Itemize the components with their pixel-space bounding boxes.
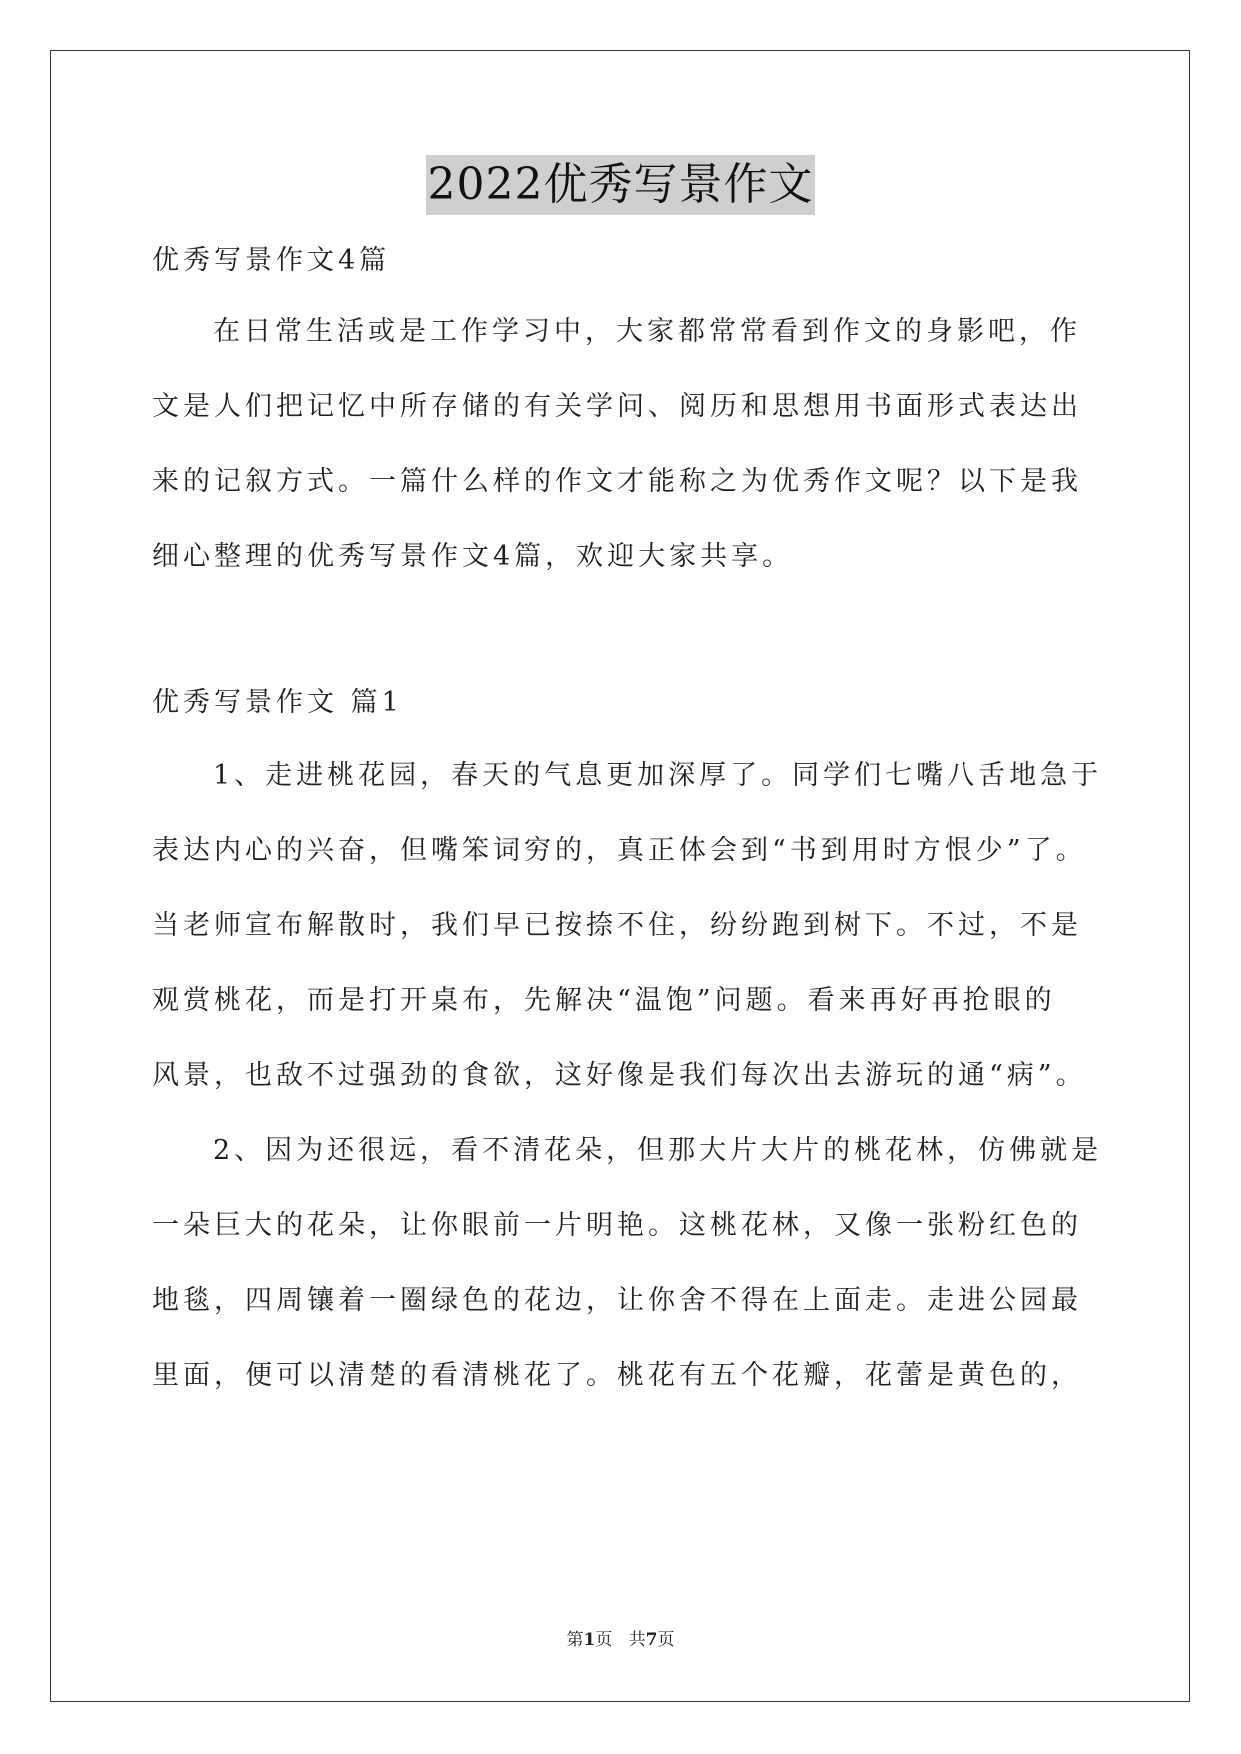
paragraph-line: 一朵巨大的花朵，让你眼前一片明艳。这桃花林，又像一张粉红色的 bbox=[152, 1210, 1082, 1241]
paragraph-line: 1、走进桃花园，春天的气息更加深厚了。同学们七嘴八舌地急于 bbox=[213, 760, 1103, 791]
paragraph-line: 风景，也敌不过强劲的食欲，这好像是我们每次出去游玩的通“病”。 bbox=[152, 1060, 1087, 1091]
section-heading: 优秀写景作文 篇1 bbox=[152, 687, 403, 718]
paragraph-line: 表达内心的兴奋，但嘴笨词穷的，真正体会到“书到用时方恨少”了。 bbox=[152, 835, 1087, 866]
intro-line: 来的记叙方式。一篇什么样的作文才能称之为优秀作文呢？以下是我 bbox=[152, 466, 1082, 497]
total-pages-prefix: 共 bbox=[628, 1630, 646, 1650]
intro-line: 在日常生活或是工作学习中，大家都常常看到作文的身影吧，作 bbox=[213, 316, 1081, 347]
intro-line: 细心整理的优秀写景作文4篇，欢迎大家共享。 bbox=[152, 541, 794, 572]
paragraph-line: 观赏桃花，而是打开桌布，先解决“温饱”问题。看来再好再抢眼的 bbox=[152, 985, 1056, 1016]
paragraph-line: 里面，便可以清楚的看清桃花了。桃花有五个花瓣，花蕾是黄色的， bbox=[152, 1360, 1082, 1391]
intro-line: 文是人们把记忆中所存储的有关学问、阅历和思想用书面形式表达出 bbox=[152, 391, 1082, 422]
paragraph-line: 2、因为还很远，看不清花朵，但那大片大片的桃花林，仿佛就是 bbox=[213, 1135, 1103, 1166]
current-page-number: 1 bbox=[583, 1630, 596, 1650]
total-pages-suffix: 页 bbox=[657, 1630, 675, 1650]
page-number-suffix: 页 bbox=[595, 1630, 613, 1650]
paragraph-line: 地毯，四周镶着一圈绿色的花边，让你舍不得在上面走。走进公园最 bbox=[152, 1285, 1082, 1316]
document-title: 2022优秀写景作文 bbox=[426, 155, 816, 215]
page-border bbox=[50, 50, 1190, 1702]
page-number-prefix: 第 bbox=[566, 1630, 584, 1650]
total-page-number: 7 bbox=[645, 1630, 658, 1650]
page-footer bbox=[0, 1628, 1241, 1652]
title-container bbox=[0, 155, 1241, 215]
subtitle: 优秀写景作文4篇 bbox=[152, 245, 391, 276]
paragraph-line: 当老师宣布解散时，我们早已按捺不住，纷纷跑到树下。不过，不是 bbox=[152, 910, 1082, 941]
